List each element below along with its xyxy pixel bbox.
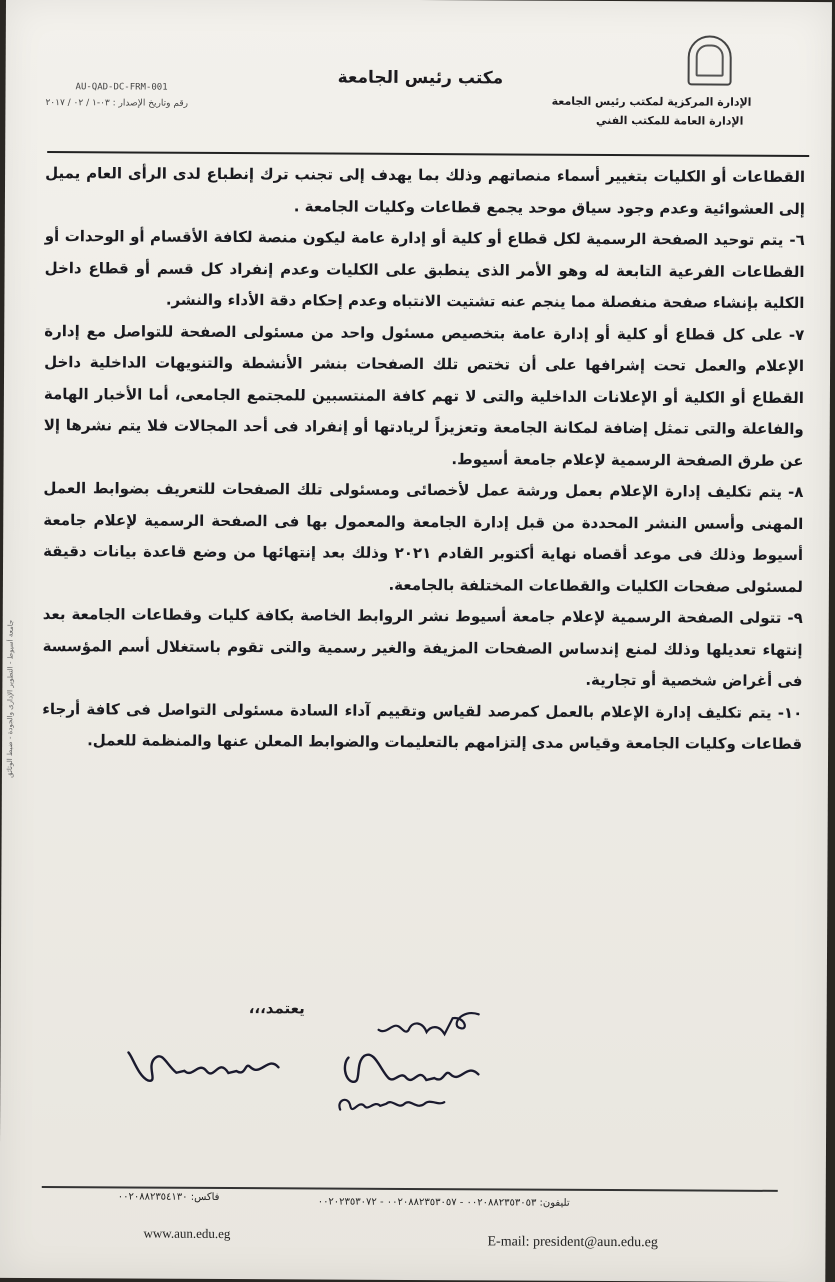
item-text: يتم تكليف إدارة الإعلام بعمل ورشة عمل لأخصائى ومسئولى تلك الصفحات للتعريف بضوابط العمل المهنى وأسس النشر المحددة من قبل إدارة الجامعة والمعمول بها فى الصفحة الرسمية لإعلام جامعة أسيوط وذلك فى موعد أقصاه نهاية أكتوبر القادم ٢٠٢١ وذلك بعد إنتهائها من وضع قاعدة بيانات دقيقة لمسئولى صفحات الكليات والقطاعات المختلفة بالجامعة. (43, 479, 804, 596)
header-divider (47, 151, 809, 157)
office-title: مكتب رئيس الجامعة (337, 67, 504, 89)
list-item (42, 694, 802, 761)
handwritten-note (361, 1004, 491, 1045)
signature-right (334, 1040, 484, 1131)
list-item (42, 599, 802, 697)
item-number: ٧- (788, 325, 805, 344)
central-admin-label: الإدارة المركزية لمكتب رئيس الجامعة (551, 94, 752, 109)
university-logo (688, 35, 732, 85)
item-number: ٩- (787, 608, 803, 628)
signature-left (118, 1036, 288, 1093)
item-number: ١٠- (777, 703, 803, 722)
list-item (44, 316, 805, 477)
letter-body (42, 158, 805, 760)
footer-phone: تليفون: ٠٠٢٠٨٨٢٣٥٣٠٥٣ - ٠٠٢٠٨٨٢٣٥٣٠٥٧ - ٠٠٢٠٢٣٥٣٠٧٢ (317, 1196, 570, 1209)
form-code: AU-QAD-DC-FRM-001 (75, 82, 168, 93)
approval-label: يعتمد،،، (248, 999, 305, 1018)
list-item (43, 473, 804, 603)
item-text: يتم توحيد الصفحة الرسمية لكل قطاع أو كلية أو إدارة عامة ليكون منصة لكافة الأقسام أو الوحدات أو القطاعات الفرعية التابعة له وهو الأمر الذى ينطبق على الكليات وعدم إنفراد كل قسم أو قطاع داخل الكلية بإنشاء صفحة منفصلة مما ينجم عنه تشتيت الانتباه وعدم إحكام دقة الأداء والنشر. (44, 227, 805, 313)
footer-website[interactable]: www.aun.edu.eg (143, 1225, 231, 1242)
footer-email[interactable]: E-mail: president@aun.edu.eg (487, 1234, 658, 1251)
item-text: يتم تكليف إدارة الإعلام بالعمل كمرصد لقياس وتقييم آداء السادة مسئولى التواصل فى كافة أرجاء قطاعات وكليات الجامعة وقياس مدى إلتزامهم بالتعليمات والضوابط المعلن عنها والمنظمة للعمل. (42, 699, 803, 754)
form-date: رقم وتاريخ الإصدار : ٠٣-١ / ٠٢ / ٢٠١٧ (45, 98, 189, 109)
item-number: ٨- (787, 482, 804, 502)
item-text: تتولى الصفحة الرسمية لإعلام جامعة أسيوط نشر الروابط الخاصة بكافة كليات وقطاعات الجامعة بعد إنتهاء تعديلها وذلك لمنع إندساس الصفحات المزيفة والغير رسمية والتى تقوم باستغلال أسم المؤسسة فى أغراض شخصية أو تجارية. (42, 605, 803, 691)
footer-fax: فاكس: ٠٠٢٠٨٨٢٣٥٤١٣٠ (117, 1191, 220, 1203)
item-number: ٦- (789, 230, 805, 250)
list-item (44, 221, 804, 319)
general-admin-label: الإدارة العامة للمكتب الفني (595, 113, 744, 128)
item-text: على كل قطاع أو كلية أو إدارة عامة بتخصيص مسئول واحد من مسئولى الصفحة للتواصل مع إدارة الإعلام والعمل تحت إشرافها على أن تختص تلك الصفحات بنشر الأنشطة والتنويهات الداخلية داخل القطاع أو الكلية أو الإعلانات الداخلية والتى لا تهم كافة المنتسبين للمجتمع الجامعى، أما الأخبار الهامة والفاعلة والتى تمثل إضافة لمكانة الجامعة وتعزيزاً لريادتها أو إنفراد فى أحد المجالات فلا يتم نشرها إلا عن طرق الصفحة الرسمية لإعلام جامعة أسيوط. (43, 321, 805, 470)
intro-paragraph: القطاعات أو الكليات بتغيير أسماء منصاتهم وذلك بما يهدف إلى تجنب ترك إنطباع لدى الرأى العام يميل إلى العشوائية وعدم وجود سياق موحد يجمع قطاعات وكليات الجامعة . (45, 164, 806, 218)
side-note: جامعة أسيوط - التطوير الإدارى والجودة - ضبط الوثائق (5, 619, 15, 778)
